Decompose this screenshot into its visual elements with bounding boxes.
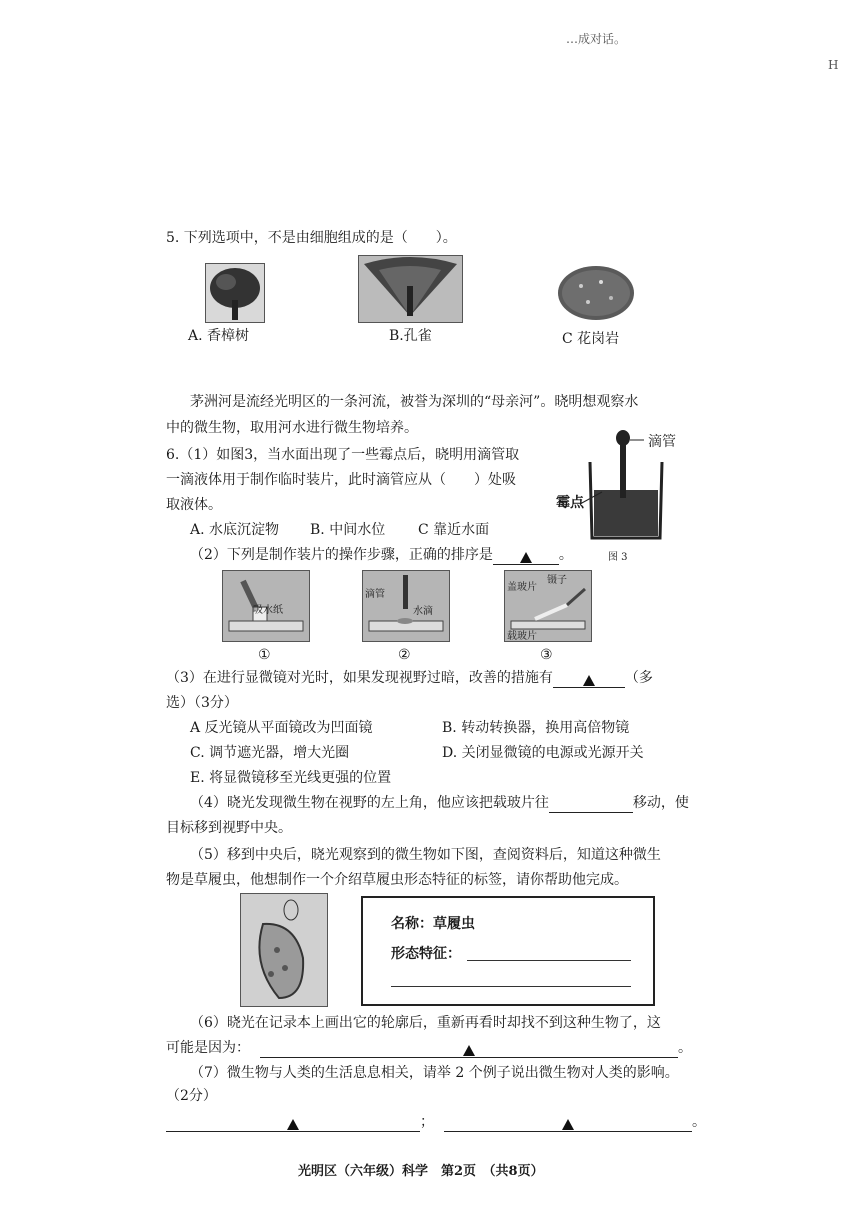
step-2-image xyxy=(362,570,450,642)
q6-2-period: 。 xyxy=(558,547,573,563)
q6-4-question xyxy=(190,793,689,813)
step-3-label-coverslip: 盖玻片 xyxy=(507,582,537,593)
intro-line-2: 中的微生物，取用河水进行微生物培养。 xyxy=(166,420,418,436)
q6-3-option-e: E. 将显微镜移至光线更强的位置 xyxy=(190,770,392,786)
answer-triangle-icon xyxy=(583,675,595,686)
q6-4-text: （4）晓光发现微生物在视野的左上角，他应该把载玻片往 xyxy=(190,795,549,811)
corner-text: …成对话。 xyxy=(566,32,627,46)
paramecium-label-card xyxy=(361,896,655,1006)
step-3-label-tweezers: 镊子 xyxy=(547,575,567,586)
feature-answer-line-1[interactable] xyxy=(467,960,631,961)
intro-line-1: 茅洲河是流经光明区的一条河流，被誉为深圳的“母亲河”。晓明想观察水 xyxy=(190,394,639,410)
step-1-label: 吸水纸 xyxy=(253,605,283,616)
q6-6-answer-blank[interactable] xyxy=(260,1043,678,1058)
step-2-label-dropper: 滴管 xyxy=(365,589,385,600)
label-card-name: 名称：草履虫 xyxy=(391,916,475,932)
q5-option-c: C 花岗岩 xyxy=(562,331,620,347)
q6-6-text: 可能是因为： xyxy=(166,1040,250,1056)
feature-answer-line-2[interactable] xyxy=(391,986,631,987)
paramecium-image xyxy=(240,893,328,1007)
q6-3-line-2: 选）（3分） xyxy=(166,695,238,711)
q6-7-line-1: （7）微生物与人类的生活息息相关，请举 2 个例子说出微生物对人类的影响。 xyxy=(190,1065,679,1081)
answer-triangle-icon xyxy=(463,1045,475,1056)
peacock-image xyxy=(358,255,463,323)
q6-6-line-1: （6）晓光在记录本上画出它的轮廓后，重新再看时却找不到这种生物了，这 xyxy=(190,1015,661,1031)
q6-7-period: 。 xyxy=(692,1114,706,1130)
q6-2-text: （2）下列是制作装片的操作步骤，正确的排序是 xyxy=(190,547,493,563)
answer-triangle-icon xyxy=(287,1119,299,1130)
step-2-number: ② xyxy=(398,647,411,663)
q6-1-option-c: C 靠近水面 xyxy=(418,522,490,538)
q6-7-line-2: （2分） xyxy=(166,1088,217,1104)
q6-3-question xyxy=(166,668,653,688)
q6-5-line-1: （5）移到中央后，晓光观察到的微生物如下图，查阅资料后，知道这种微生 xyxy=(190,847,661,863)
q6-4-answer-blank[interactable] xyxy=(549,798,633,813)
q6-3-text-end: （多 xyxy=(624,670,653,686)
q6-3-text: （3）在进行显微镜对光时，如果发现视野过暗，改善的措施有 xyxy=(166,670,553,686)
q6-1-option-a: A. 水底沉淀物 xyxy=(190,522,280,538)
q6-1-line-2: 一滴液体用于制作临时装片，此时滴管应从（ ）处吸 xyxy=(166,472,516,488)
q6-2-answer-blank[interactable] xyxy=(493,550,559,565)
q6-1-option-b: B. 中间水位 xyxy=(310,522,386,538)
step-3-number: ③ xyxy=(540,647,553,663)
q6-4-text-end: 移动，使 xyxy=(632,795,689,811)
step-2-label-drop: 水滴 xyxy=(413,606,433,617)
q6-3-option-d: D. 关闭显微镜的电源或光源开关 xyxy=(442,745,644,761)
q6-1-line-3: 取液体。 xyxy=(166,497,222,513)
q6-2-question xyxy=(190,545,573,565)
q5-stem: 5. 下列选项中，不是由细胞组成的是（ ）。 xyxy=(166,230,457,246)
answer-triangle-icon xyxy=(520,552,532,563)
q6-3-answer-blank[interactable] xyxy=(553,673,625,688)
corner-mark: H xyxy=(828,58,839,72)
answer-triangle-icon xyxy=(562,1119,574,1130)
label-card-feature: 形态特征： xyxy=(391,946,461,962)
q6-6-question xyxy=(166,1038,692,1058)
q6-7-answer-blank-2[interactable] xyxy=(444,1117,692,1132)
figure-3-dropper-label: 滴管 xyxy=(648,434,676,450)
q6-5-line-2: 物是草履虫，他想制作一个介绍草履虫形态特征的标签，请你帮助他完成。 xyxy=(166,872,628,888)
camphor-tree-image xyxy=(205,263,265,323)
q6-3-option-b: B. 转动转换器，换用高倍物镜 xyxy=(442,720,630,736)
granite-image xyxy=(556,264,636,322)
q6-7-semicolon: ； xyxy=(420,1114,434,1130)
q6-4-line-2: 目标移到视野中央。 xyxy=(166,820,292,836)
step-3-label-slide: 载玻片 xyxy=(507,631,537,642)
q5-option-a: A. 香樟树 xyxy=(188,328,250,344)
figure-3-mold-label: 霉点 xyxy=(556,495,584,511)
q6-1-line-1: 6.（1）如图3，当水面出现了一些霉点后，晓明用滴管取 xyxy=(166,447,520,463)
figure-3-caption: 图 3 xyxy=(608,552,628,563)
page-footer: 光明区（六年级）科学 第2页 （共8页） xyxy=(298,1164,544,1179)
step-1-number: ① xyxy=(258,647,271,663)
q6-3-option-c: C. 调节遮光器，增大光圈 xyxy=(190,745,350,761)
q5-option-b: B.孔雀 xyxy=(389,328,432,344)
q6-7-answers xyxy=(166,1112,706,1132)
q6-7-answer-blank-1[interactable] xyxy=(166,1117,420,1132)
q6-3-option-a: A 反光镜从平面镜改为凹面镜 xyxy=(190,720,373,736)
q6-6-period: 。 xyxy=(678,1040,692,1056)
